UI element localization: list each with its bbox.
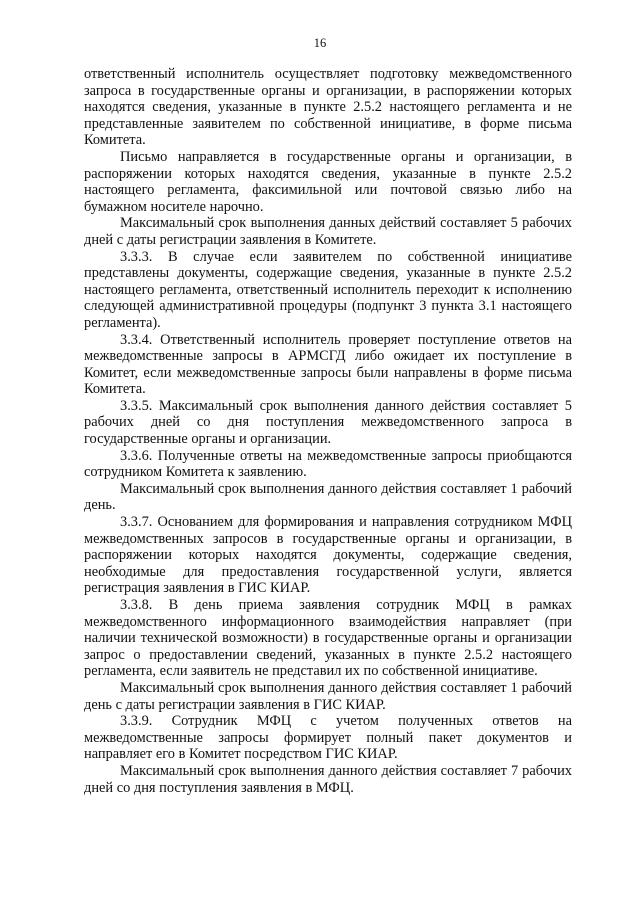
paragraph: Максимальный срок выполнения данного действия составляет 1 рабочий день с даты регистрации заявления в ГИС КИАР. xyxy=(84,679,572,713)
paragraph: 3.3.3. В случае если заявителем по собственной инициативе представлены документы, содержащие сведения, указанные в пункте 2.5.2 настоящего регламента, ответственный исполнитель переходит к исполнению следующей административной процедуры (подпункт 3 пункта 3.1 настоящего регламента). xyxy=(84,248,572,331)
paragraph: 3.3.7. Основанием для формирования и направления сотрудником МФЦ межведомственных запросов в государственные органы и организации, в распоряжении которых находятся документы, содержащие сведения, необходимые для предоставления государственной услуги, является регистрация заявления в ГИС КИАР. xyxy=(84,514,572,597)
paragraph: Максимальный срок выполнения данных действий составляет 5 рабочих дней с даты регистрации заявления в Комитете. xyxy=(84,215,572,248)
paragraph: 3.3.4. Ответственный исполнитель проверяет поступление ответов на межведомственные запросы в АРМСГД либо ожидает их поступление в Комитет, если межведомственные запросы были направлены в форме письма Комитета. xyxy=(84,331,572,398)
paragraph: Максимальный срок выполнения данного действия составляет 1 рабочий день. xyxy=(84,480,572,514)
paragraph: ответственный исполнитель осуществляет подготовку межведомственного запроса в государственные органы и организации, в распоряжении которых находятся сведения, указанные в пункте 2.5.2 настоящего регламента и не представленные заявителем по собственной инициативе, в форме письма Комитета. xyxy=(84,66,572,149)
page-number: 16 xyxy=(313,36,327,50)
paragraph: Максимальный срок выполнения данного действия составляет 7 рабочих дней со дня поступления заявления в МФЦ. xyxy=(84,762,572,796)
paragraph: 3.3.8. В день приема заявления сотрудник МФЦ в рамках межведомственного информационного взаимодействия направляет (при наличии технической возможности) в государственные органы и организации запрос о предоставлении сведений, указанных в пункте 2.5.2 настоящего регламента, если заявитель не представил их по собственной инициативе. xyxy=(84,597,572,680)
paragraph: Письмо направляется в государственные органы и организации, в распоряжении которых находятся сведения, указанные в пункте 2.5.2 настоящего регламента, факсимильной или почтовой связью либо на бумажном носителе нарочно. xyxy=(84,148,572,215)
paragraph: 3.3.6. Полученные ответы на межведомственные запросы приобщаются сотрудником Комитета к заявлению. xyxy=(84,447,572,481)
paragraph: 3.3.5. Максимальный срок выполнения данного действия составляет 5 рабочих дней со дня поступления межведомственного запроса в государственные органы и организации. xyxy=(84,397,572,448)
document-body xyxy=(84,66,572,796)
paragraph: 3.3.9. Сотрудник МФЦ с учетом полученных ответов на межведомственные запросы формирует полный пакет документов и направляет его в Комитет посредством ГИС КИАР. xyxy=(84,713,572,763)
